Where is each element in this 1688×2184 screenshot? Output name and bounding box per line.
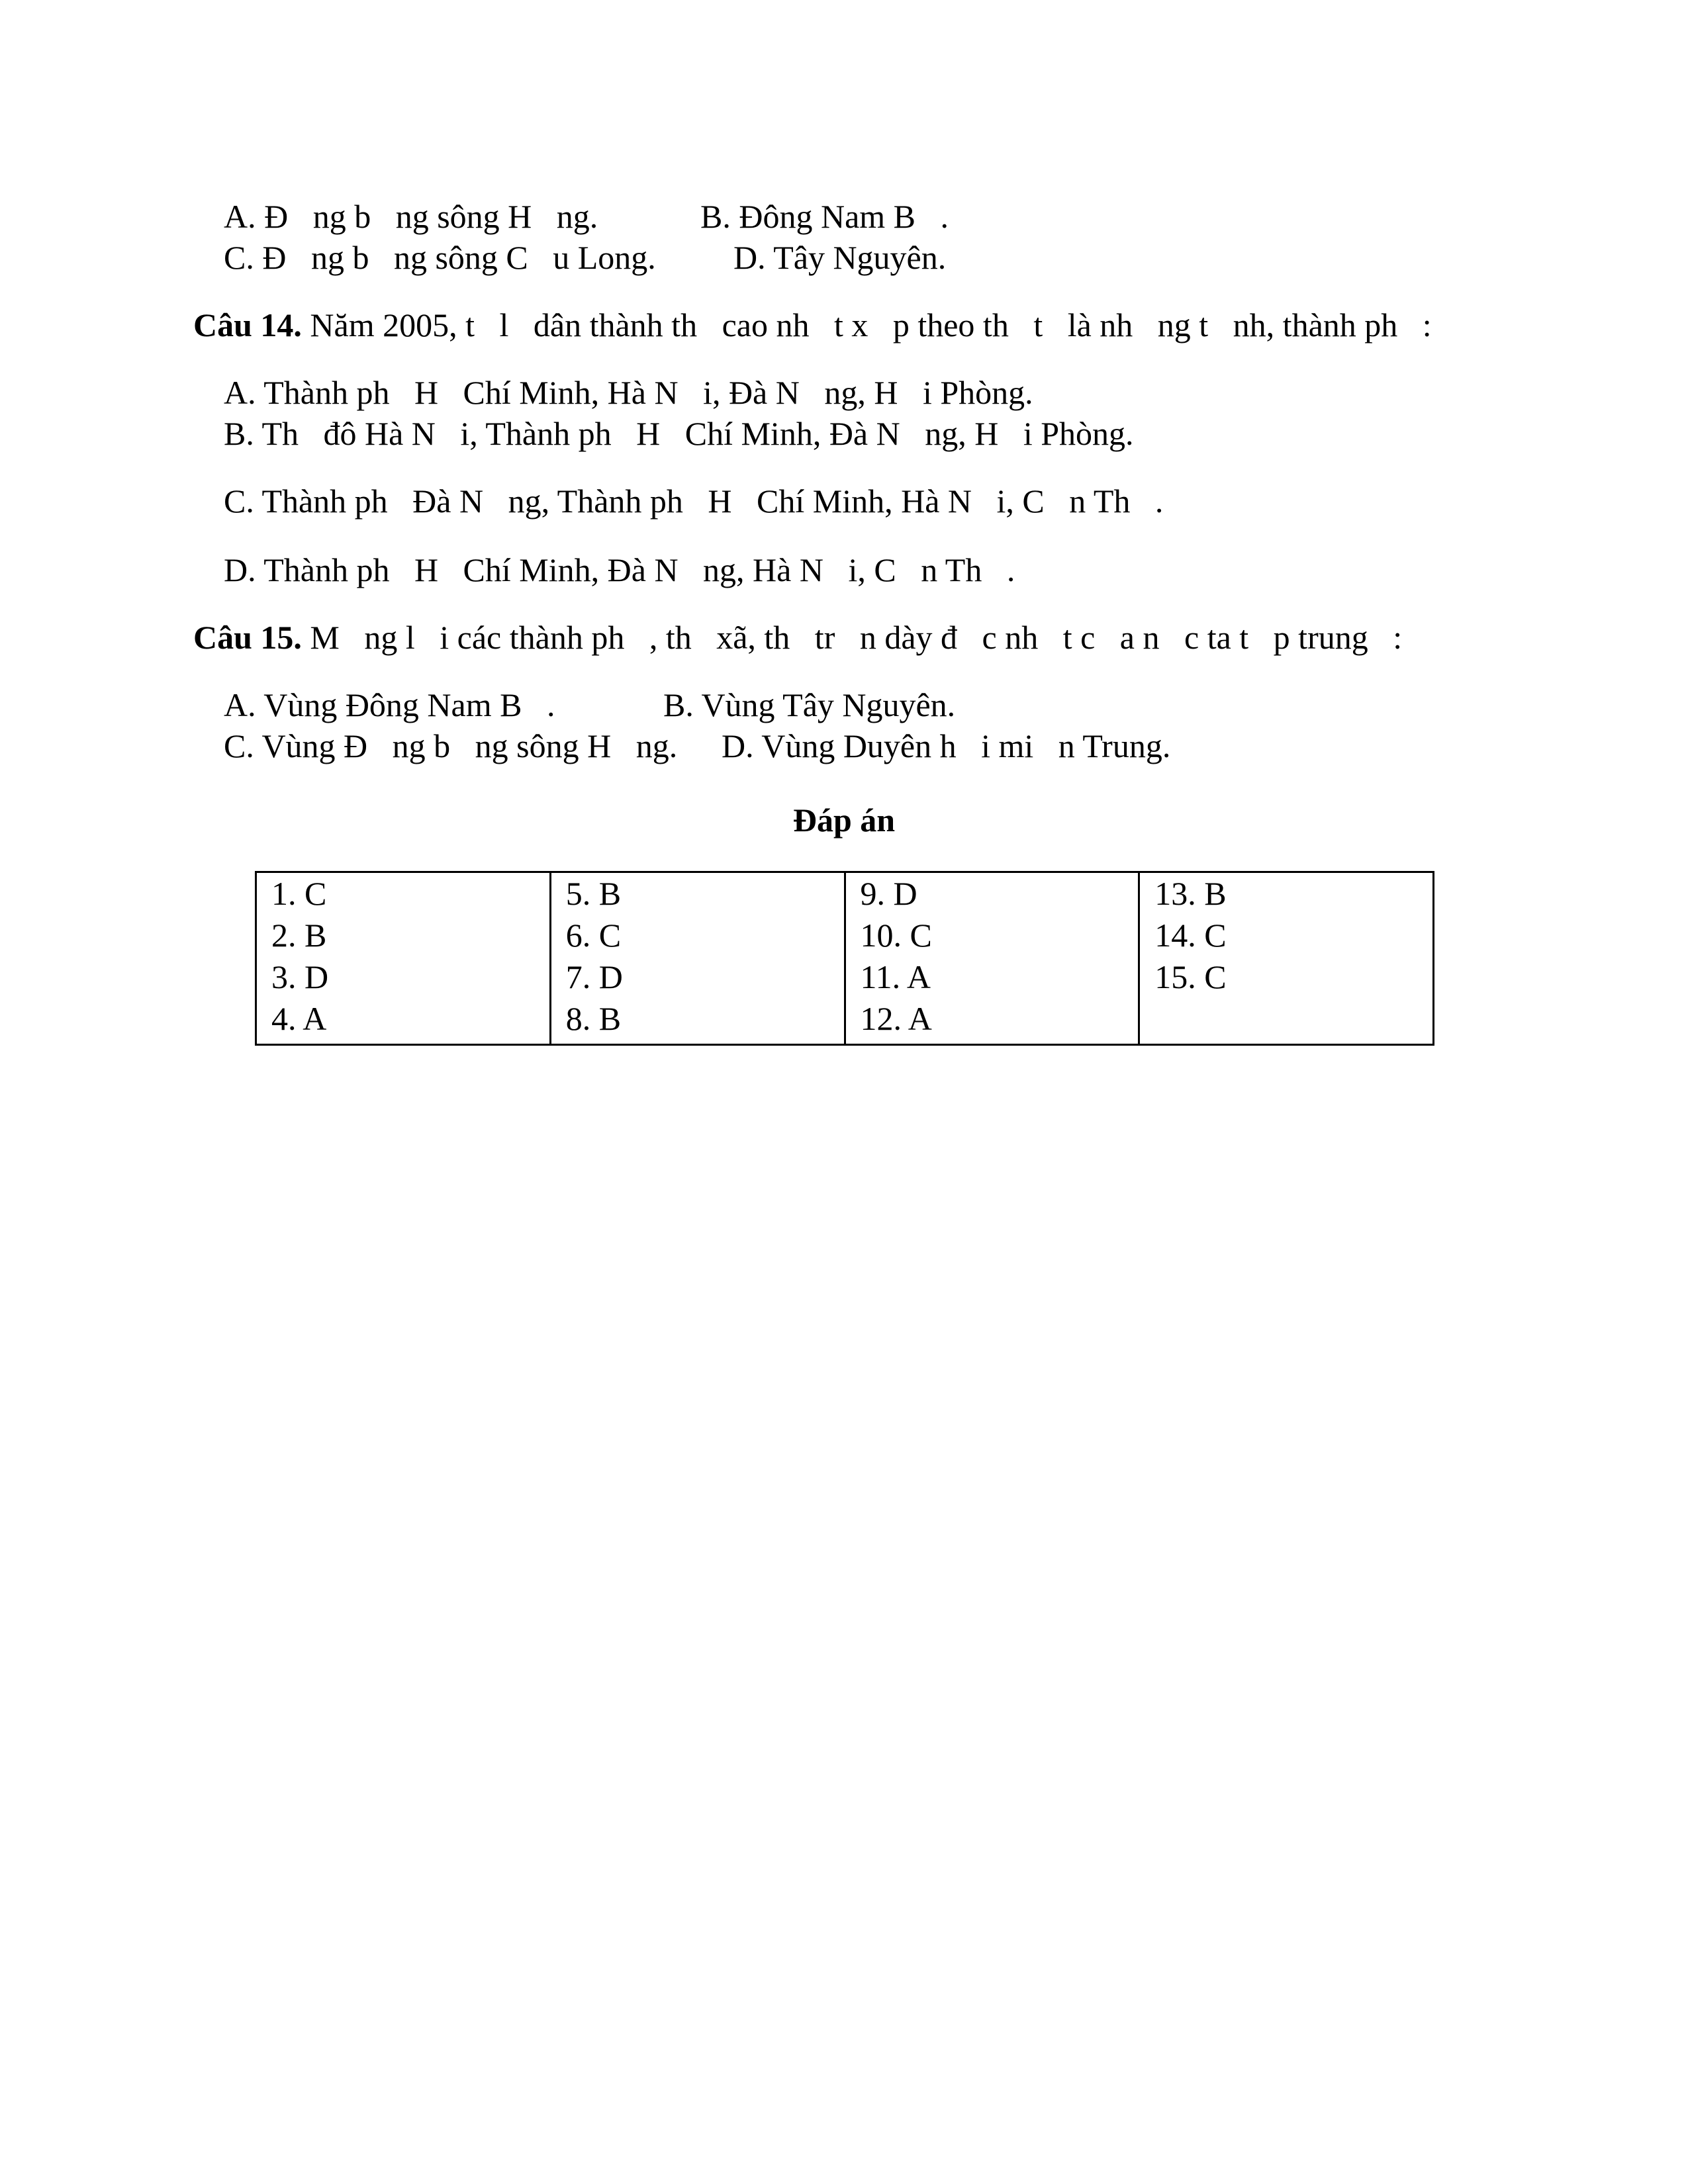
q15-question xyxy=(193,621,1402,654)
q14-option-b: B. Th đô Hà N i, Thành ph H Chí Minh, Đà N ng, H i Phòng. xyxy=(224,415,1134,452)
q15-label: Câu 15. xyxy=(193,619,302,656)
q15-option-c: C. Vùng Đ ng b ng sông H ng. xyxy=(224,727,678,764)
q14-option-a: A. Thành ph H Chí Minh, Hà N i, Đà N ng, H i Phòng. xyxy=(224,374,1033,411)
q15-option-b: B. Vùng Tây Nguyên. xyxy=(663,686,956,723)
q14-question xyxy=(193,308,1432,341)
answer-10: 10. C xyxy=(860,917,932,954)
answer-column-4 xyxy=(1139,872,1434,1045)
q15-option-a: A. Vùng Đông Nam B . xyxy=(224,686,555,723)
answer-14: 14. C xyxy=(1154,917,1227,954)
answer-15: 15. C xyxy=(1154,958,1227,995)
q13-option-b: B. Đông Nam B . xyxy=(700,198,949,235)
q13-option-c: C. Đ ng b ng sông C u Long. xyxy=(224,239,656,276)
answer-column-1 xyxy=(256,872,551,1045)
q15-text: M ng l i các thành ph , th xã, th tr n dày đ c nh t c a n c ta t p trung : xyxy=(301,619,1403,656)
answer-8: 8. B xyxy=(565,1000,622,1037)
answer-3: 3. D xyxy=(271,958,329,995)
answer-column-2 xyxy=(550,872,845,1045)
q14-text: Năm 2005, t l dân thành th cao nh t x p theo th t là nh ng t nh, thành ph : xyxy=(301,306,1432,343)
answer-5: 5. B xyxy=(565,875,622,912)
answer-9: 9. D xyxy=(860,875,917,912)
q14-option-d: D. Thành ph H Chí Minh, Đà N ng, Hà N i, C n Th . xyxy=(224,551,1015,588)
answer-6: 6. C xyxy=(565,917,622,954)
answer-key-title: Đáp án xyxy=(792,801,896,839)
answer-4: 4. A xyxy=(271,1000,327,1037)
answer-11: 11. A xyxy=(860,958,931,995)
q15-option-d: D. Vùng Duyên h i mi n Trung. xyxy=(722,727,1171,764)
answer-column-3 xyxy=(845,872,1139,1045)
answer-13: 13. B xyxy=(1154,875,1227,912)
answer-key-row xyxy=(256,872,1434,1045)
q14-label: Câu 14. xyxy=(193,306,302,343)
q13-option-a: A. Đ ng b ng sông H ng. xyxy=(224,198,598,235)
answer-12: 12. A xyxy=(860,1000,932,1037)
answer-2: 2. B xyxy=(271,917,327,954)
answer-1: 1. C xyxy=(271,875,327,912)
answer-key-table xyxy=(255,871,1434,1046)
q13-option-d: D. Tây Nguyên. xyxy=(733,239,947,276)
answer-empty xyxy=(1154,1002,1432,1044)
q14-option-c: C. Thành ph Đà N ng, Thành ph H Chí Minh, Hà N i, C n Th . xyxy=(224,482,1164,520)
answer-7: 7. D xyxy=(565,958,623,995)
